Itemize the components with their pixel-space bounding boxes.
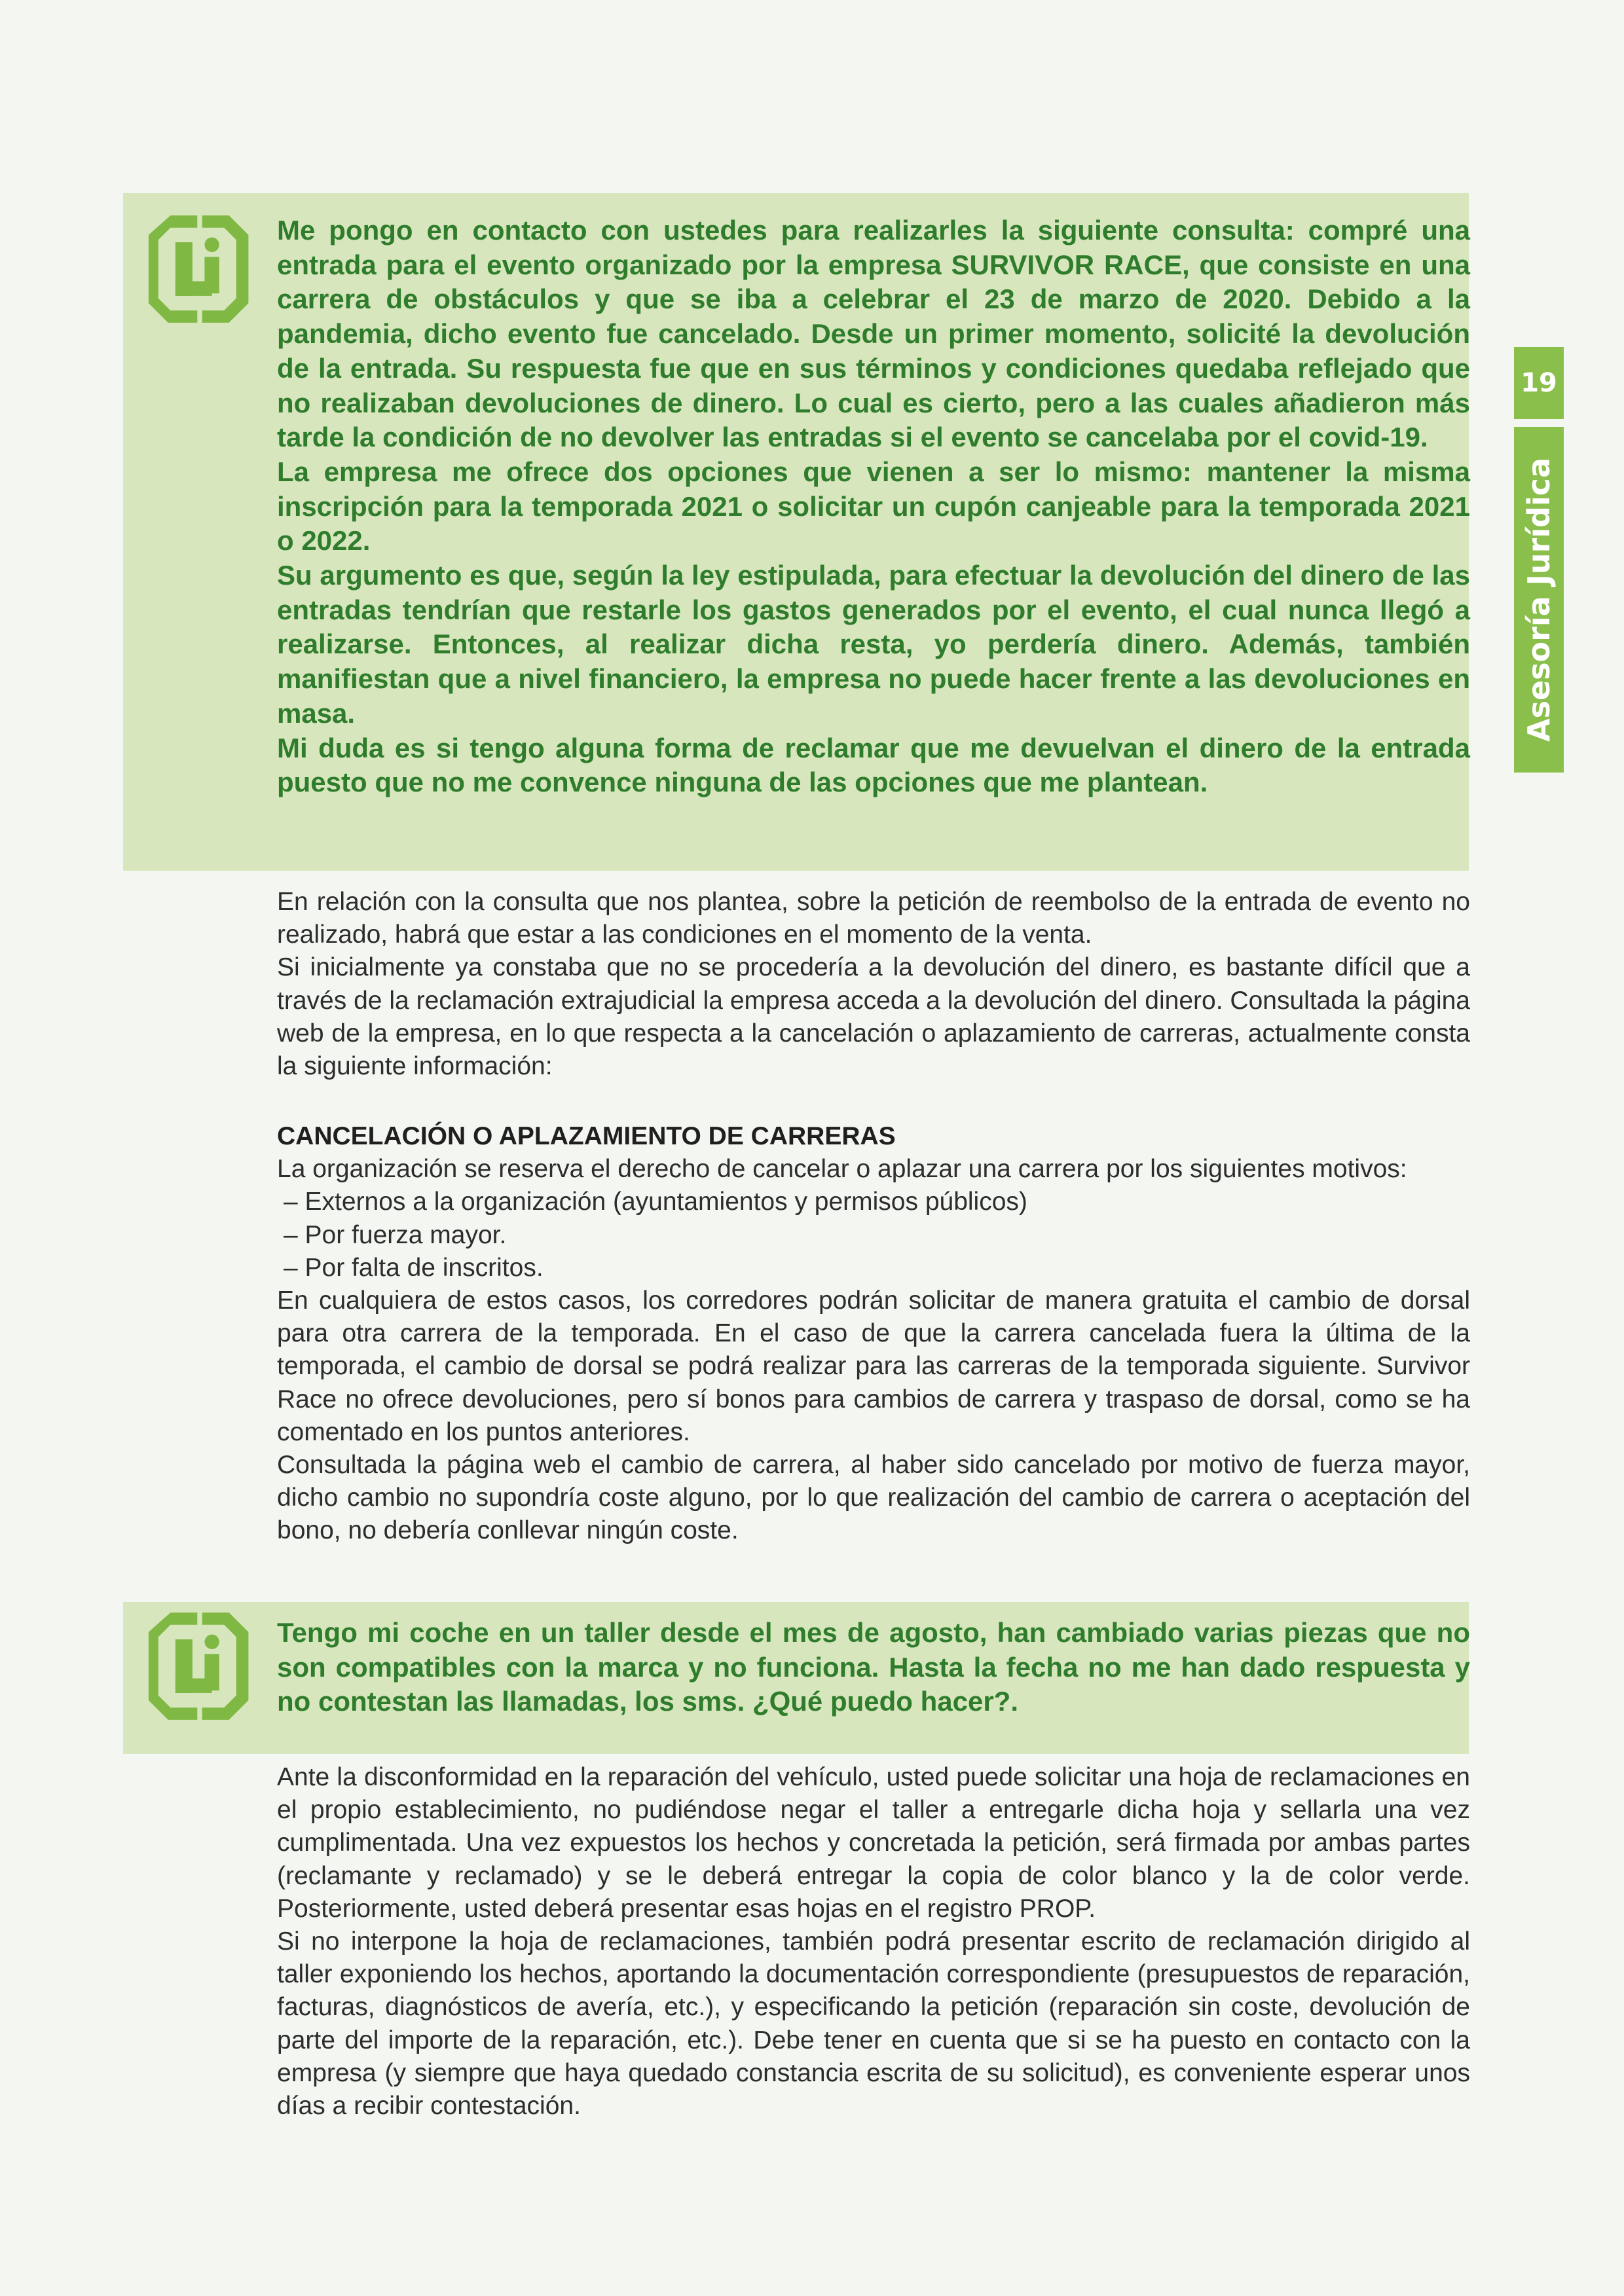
section-title: CANCELACIÓN O APLAZAMIENTO DE CARRERAS	[277, 1122, 896, 1150]
answer-paragraph: Si inicialmente ya constaba que no se procedería a la devolución del dinero, es bastante difícil que a través de la reclamación extrajudicial la empresa acceda a la devolución del dinero. Consultada la página web de la empresa, en lo que respecta a la cancelación o aplazamiento de carreras, actualmente consta la siguiente información:	[277, 953, 1470, 1081]
question-paragraph: Mi duda es si tengo alguna forma de reclamar que me devuelvan el dinero de la entrada puesto que no me convence ninguna de las opciones que me plantean.	[277, 732, 1470, 798]
answer-intro	[277, 886, 1470, 1083]
question-paragraph: Su argumento es que, según la ley estipulada, para efectuar la devolución del dinero de las entradas tendrían que restarle los gastos generados por el evento, el cual nunca llegó a realizarse. Entonces, al realizar dicha resta, yo perdería dinero. Además, también manifiestan que a nivel financiero, la empresa no puede hacer frente a las devoluciones en masa.	[277, 560, 1470, 729]
answer-body	[277, 1761, 1470, 2123]
answer-paragraph: Consultada la página web el cambio de carrera, al haber sido cancelado por motivo de fuerza mayor, dicho cambio no supondría coste alguno, por lo que realización del cambio de carrera o aceptación del bono, no debería conllevar ningún coste.	[277, 1451, 1470, 1545]
question-text	[277, 1616, 1470, 1719]
answer-paragraph: En cualquiera de estos casos, los corredores podrán solicitar de manera gratuita el cambio de dorsal para otra carrera de la temporada. En el caso de que la carrera cancelada fuera la última de la temporada, el cambio de dorsal se podrá realizar para las carreras de la temporada siguiente. Survivor Race no ofrece devoluciones, pero sí bonos para cambios de carrera y traspaso de dorsal, como se ha comentado en los puntos anteriores.	[277, 1286, 1470, 1446]
section-tab	[1514, 427, 1564, 773]
question-paragraph: Tengo mi coche en un taller desde el mes de agosto, han cambiado varias piezas que no son compatibles con la marca y no funciona. Hasta la fecha no me han dado respuesta y no contestan las llamadas, los sms. ¿Qué puedo hacer?.	[277, 1617, 1470, 1717]
answer-paragraph: Si no interpone la hoja de reclamaciones, también podrá presentar escrito de reclamación dirigido al taller exponiendo los hechos, aportando la documentación correspondiente (presupuestos de reparación, facturas, diagnósticos de avería, etc.), y especificando la petición (reparación sin coste, devolución de parte del importe de la reparación, etc.). Debe tener en cuenta que si se ha puesto en contacto con la empresa (y siempre que haya quedado constancia escrita de su solicitud), es conveniente esperar unos días a recibir contestación.	[277, 1927, 1470, 2121]
list-item: – Por fuerza mayor.	[284, 1220, 507, 1249]
question-paragraph: Me pongo en contacto con ustedes para realizarles la siguiente consulta: compré una entrada para el evento organizado por la empresa SURVIVOR RACE, que consiste en una carrera de obstáculos y que se iba a celebrar el 23 de marzo de 2020. Debido a la pandemia, dicho evento fue cancelado. Desde un primer momento, solicité la devolución de la entrada. Su respuesta fue que en sus términos y condiciones quedaba reflejado que no realizaban devoluciones de dinero. Lo cual es cierto, pero a las cuales añadieron más tarde la condición de no devolver las entradas si el evento se cancelaba por el covid-19.	[277, 215, 1470, 453]
list-item: – Externos a la organización (ayuntamientos y permisos públicos)	[284, 1188, 1027, 1216]
question-paragraph: La empresa me ofrece dos opciones que vienen a ser lo mismo: mantener la misma inscripción para la temporada 2021 o solicitar un cupón canjeable para la temporada 2021 o 2022.	[277, 456, 1470, 556]
section-tab-label: Asesoría Jurídica	[1521, 458, 1557, 742]
page-number: 19	[1514, 347, 1564, 419]
consumer-office-logo-icon	[139, 1605, 261, 1727]
answer-paragraph: Ante la disconformidad en la reparación del vehículo, usted puede solicitar una hoja de reclamaciones en el propio establecimiento, no pudiéndose negar el taller a entregarle dicha hoja y sellarla una vez cumplimentada. Una vez expuestos los hechos y concretada la petición, será firmada por ambas partes (reclamante y reclamado) y se le deberá entregar la copia de color blanco y la de color verde. Posteriormente, usted deberá presentar esas hojas en el registro PROP.	[277, 1763, 1470, 1923]
answer-paragraph: En relación con la consulta que nos plantea, sobre la petición de reembolso de la entrada de evento no realizado, habrá que estar a las condiciones en el momento de la venta.	[277, 888, 1470, 949]
consumer-office-logo-icon	[139, 208, 261, 330]
section-intro: La organización se reserva el derecho de cancelar o aplazar una carrera por los siguientes motivos:	[277, 1155, 1407, 1184]
list-item: – Por falta de inscritos.	[284, 1253, 544, 1282]
question-text	[277, 213, 1470, 800]
answer-section	[277, 1120, 1470, 1548]
